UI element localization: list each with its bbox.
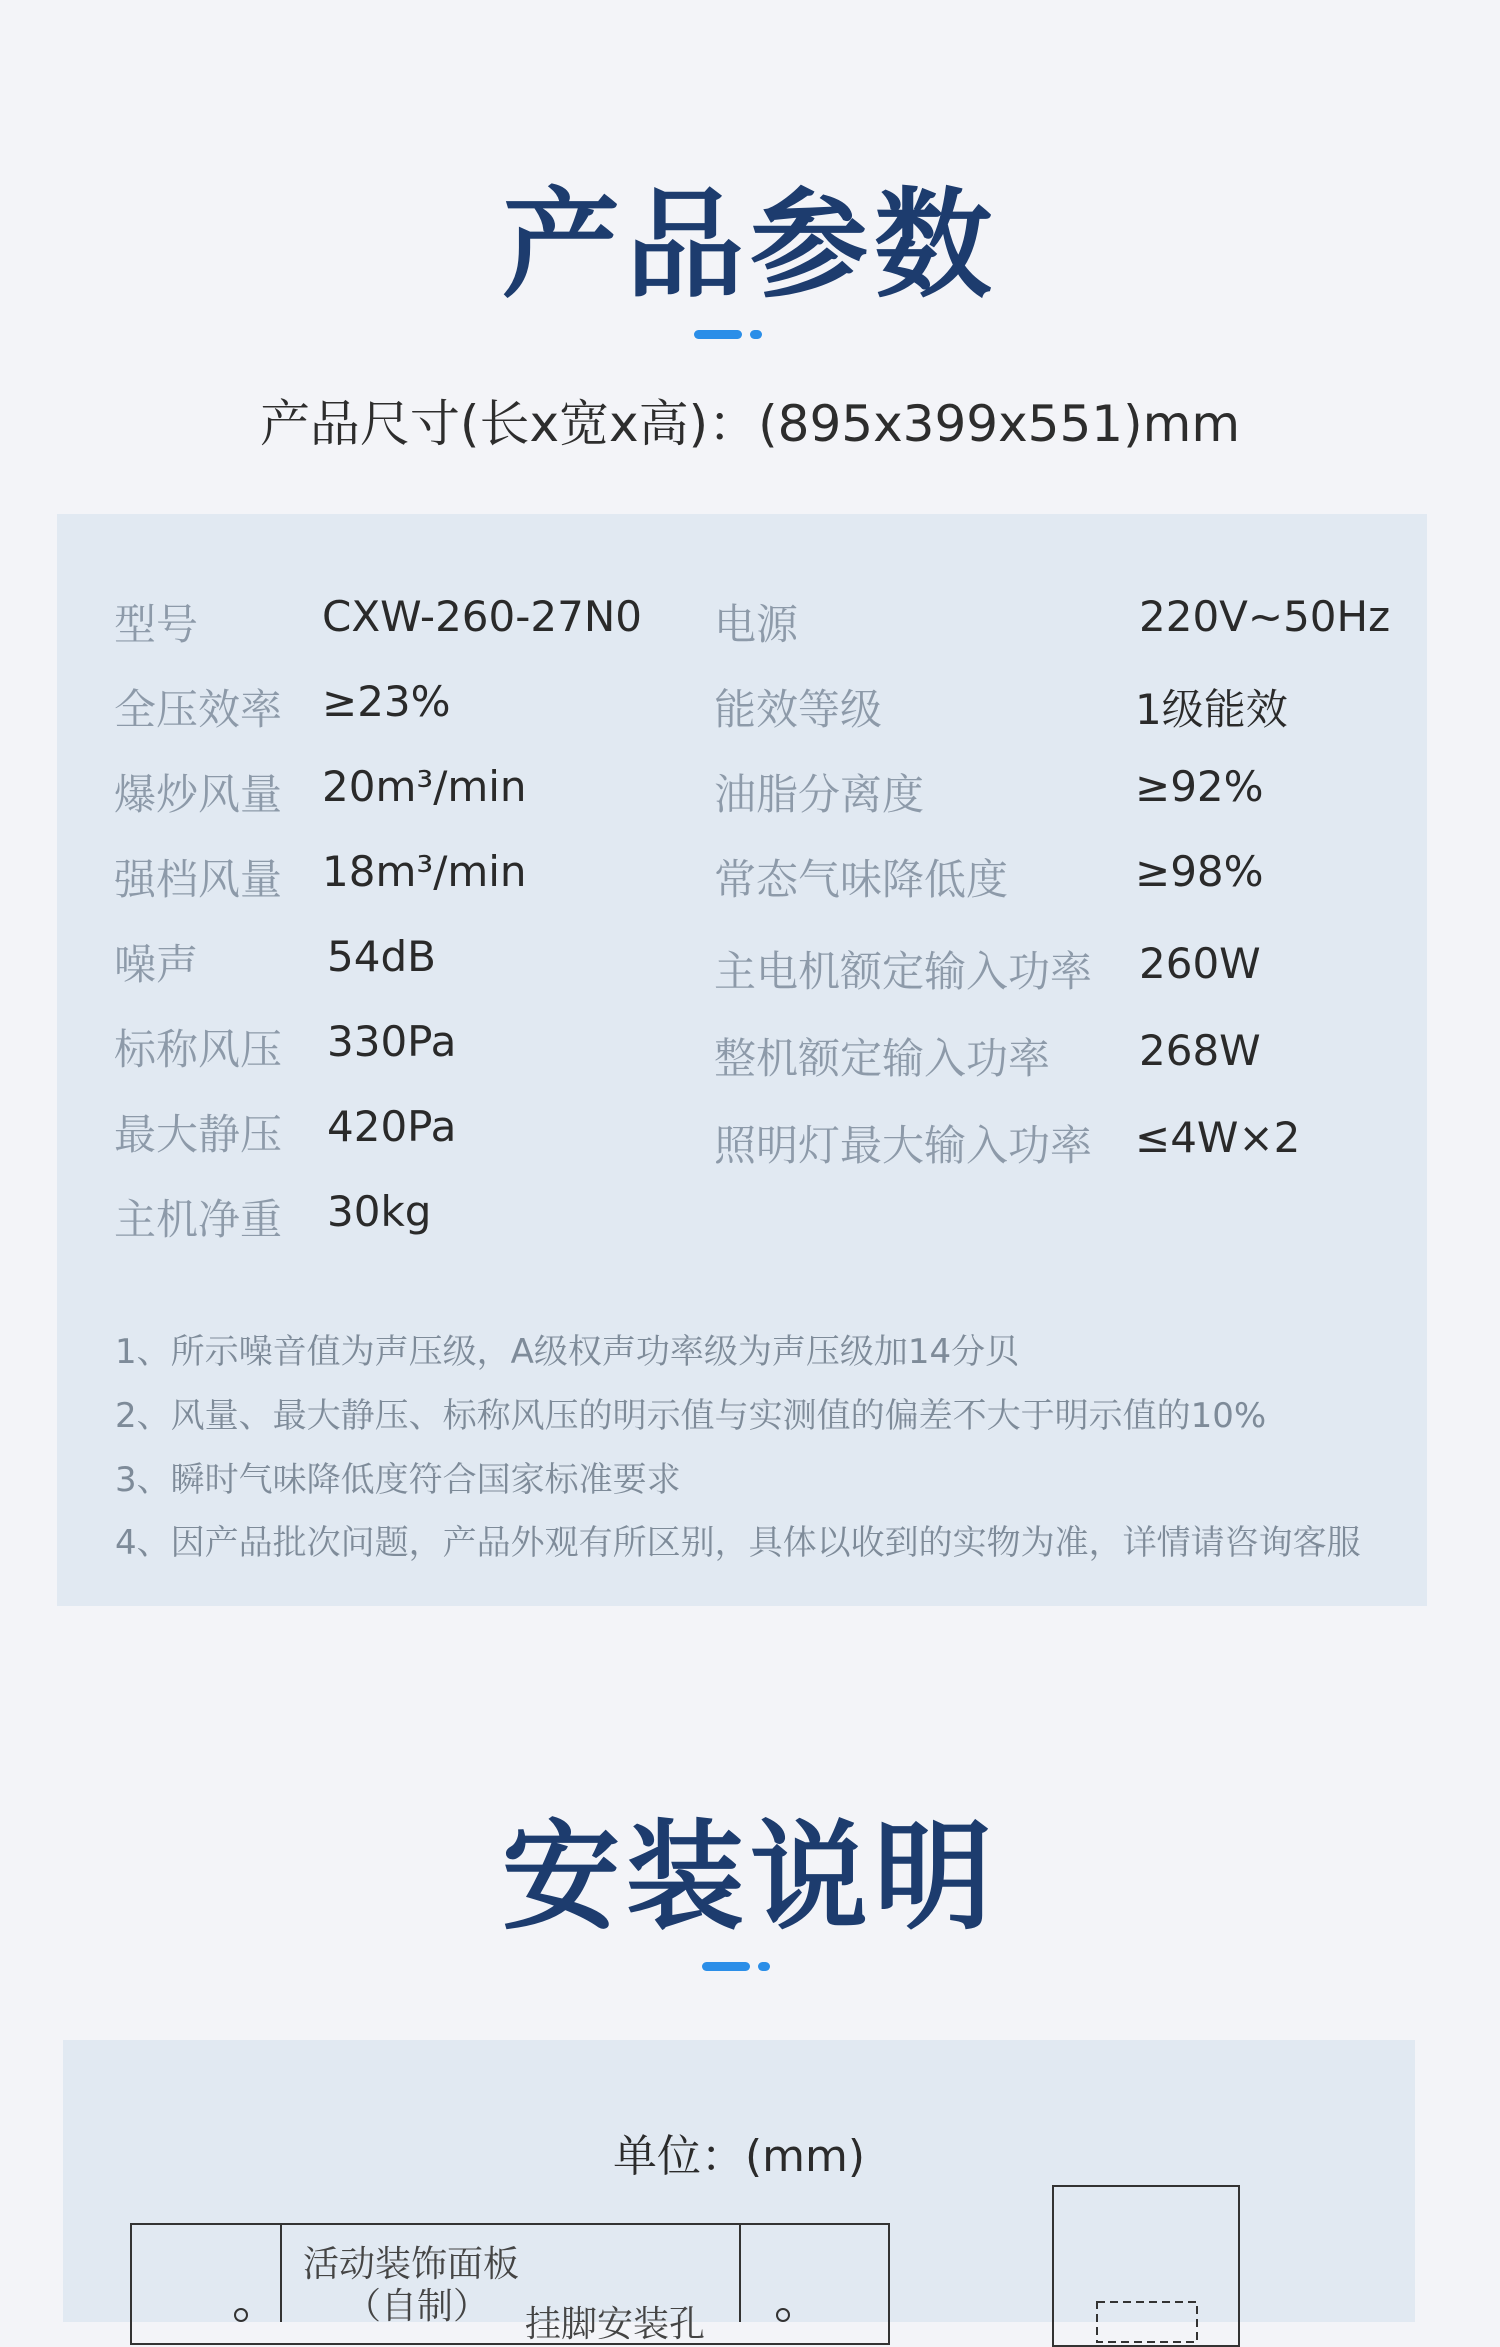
spec-value-motor-power: 260W [1139, 939, 1261, 988]
install-title-divider [702, 1962, 772, 1971]
install-title: 安装说明 [501, 1808, 998, 1946]
spec-value-boost-airflow: 20m³/min [322, 762, 527, 811]
spec-value-model: CXW-260-27N0 [322, 592, 642, 641]
spec-label-net-weight: 主机净重 [114, 1195, 283, 1244]
spec-label-noise: 噪声 [114, 940, 199, 989]
diagram-label-mount-hole: 挂脚安装孔 [525, 2304, 706, 2345]
spec-value-lamp-power: ≤4W×2 [1135, 1113, 1301, 1162]
spec-value-noise: 54dB [327, 932, 436, 981]
spec-label-total-power: 整机额定输入功率 [714, 1034, 1051, 1083]
spec-value-efficiency: ≥23% [322, 677, 451, 726]
params-title-divider [694, 330, 764, 339]
spec-value-net-weight: 30kg [327, 1187, 432, 1236]
spec-label-energy-grade: 能效等级 [714, 685, 883, 734]
diagram-label-panel: 活动装饰面板 [303, 2244, 520, 2285]
note-1: 1、所示噪音值为声压级，A级权声功率级为声压级加14分贝 [115, 1332, 1020, 1372]
note-4: 4、因产品批次问题，产品外观有所区别，具体以收到的实物为准，详情请咨询客服 [115, 1523, 1361, 1563]
spec-value-rated-pressure: 330Pa [327, 1017, 457, 1066]
spec-label-odor-reduction: 常态气味降低度 [714, 855, 1009, 904]
spec-label-high-airflow: 强档风量 [114, 855, 283, 904]
installation-diagram [63, 2040, 1415, 2322]
product-dimensions: 产品尺寸(长x宽x高)：(895x399x551)mm [259, 395, 1241, 453]
spec-value-high-airflow: 18m³/min [322, 847, 527, 896]
spec-panel [57, 514, 1427, 1606]
spec-value-energy-grade: 1级能效 [1135, 685, 1288, 734]
spec-label-rated-pressure: 标称风压 [114, 1025, 283, 1074]
note-3: 3、瞬时气味降低度符合国家标准要求 [115, 1460, 681, 1500]
spec-value-max-static-pressure: 420Pa [327, 1102, 457, 1151]
spec-label-efficiency: 全压效率 [114, 685, 283, 734]
spec-label-max-static-pressure: 最大静压 [114, 1110, 283, 1159]
spec-value-odor-reduction: ≥98% [1135, 847, 1264, 896]
spec-label-model: 型号 [114, 600, 199, 649]
spec-label-grease-separation: 油脂分离度 [714, 770, 925, 819]
unit-label: 单位：(mm) [612, 2131, 866, 2182]
spec-label-lamp-power: 照明灯最大输入功率 [714, 1121, 1093, 1170]
params-title: 产品参数 [501, 176, 998, 314]
spec-label-motor-power: 主电机额定输入功率 [714, 947, 1093, 996]
spec-label-power-supply: 电源 [714, 600, 799, 649]
spec-value-power-supply: 220V~50Hz [1139, 592, 1391, 641]
note-2: 2、风量、最大静压、标称风压的明示值与实测值的偏差不大于明示值的10% [115, 1396, 1267, 1436]
spec-value-grease-separation: ≥92% [1135, 762, 1264, 811]
diagram-label-custom: （自制） [345, 2286, 490, 2327]
spec-label-boost-airflow: 爆炒风量 [114, 770, 283, 819]
install-panel [63, 2040, 1415, 2345]
spec-value-total-power: 268W [1139, 1026, 1261, 1075]
